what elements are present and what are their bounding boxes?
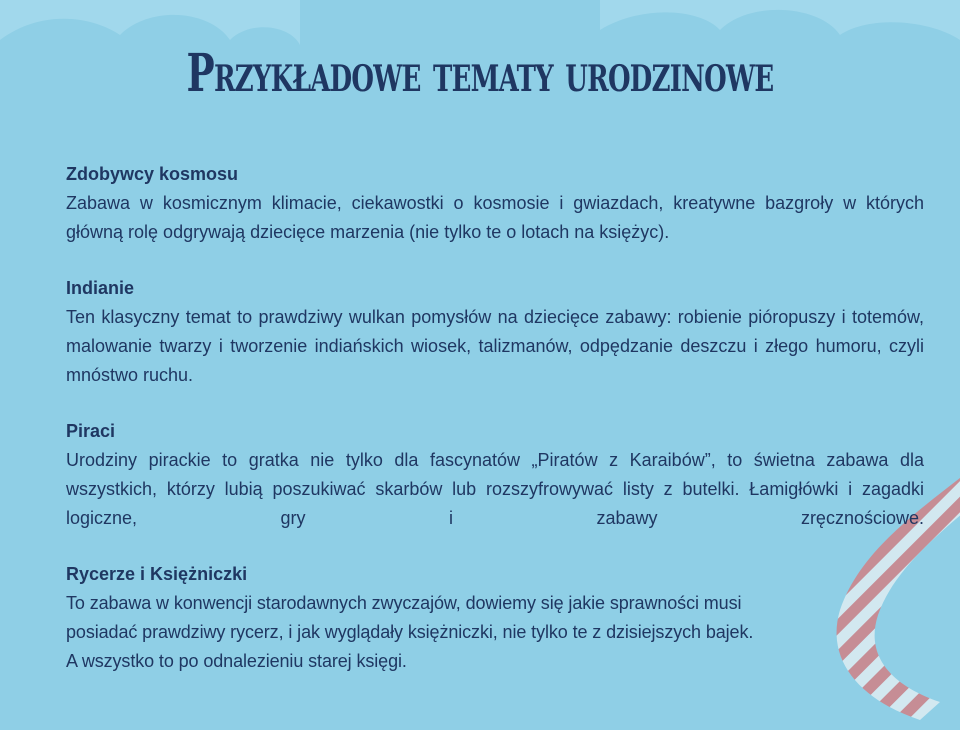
slide-title: Przykładowe tematy urodzinowe [186, 43, 774, 104]
topics-list [66, 160, 924, 703]
topic-description-line: To zabawa w konwencji starodawnych zwyczajów, dowiemy się jakie sprawności musi [66, 593, 742, 613]
topic-description: Ten klasyczny temat to prawdziwy wulkan pomysłów na dziecięce zabawy: robienie pióropuszy i totemów, malowanie twarzy i tworzenie indiańskich wiosek, talizmanów, odpędzanie deszczu i złego humoru, czyli mnóstwo ruchu. [66, 307, 924, 385]
topic-indians [66, 274, 924, 390]
topic-heading: Piraci [66, 421, 116, 441]
topic-description-line: A wszystko to po odnalezieniu starej księgi. [66, 651, 407, 671]
topic-description: Zabawa w kosmicznym klimacie, ciekawostki o kosmosie i gwiazdach, kreatywne bazgroły w których główną rolę odgrywają dziecięce marzenia (nie tylko te o lotach na księżyc). [66, 193, 924, 242]
topic-heading: Indianie [66, 278, 135, 298]
topic-heading: Zdobywcy kosmosu [66, 164, 239, 184]
topic-space [66, 160, 924, 247]
topic-heading: Rycerze i Księżniczki [66, 564, 248, 584]
topic-description: Urodziny pirackie to gratka nie tylko dla fascynatów „Piratów z Karaibów”, to świetna zabawa dla wszystkich, którzy lubią poszukiwać skarbów lub rozszyfrowywać listy z butelki. Łamigłówki i zagadki logiczne, gry i zabawy zręcznościowe. [66, 450, 924, 528]
topic-description-line: posiadać prawdziwy rycerz, i jak wyglądały księżniczki, nie tylko te z dzisiejszych bajek. [66, 622, 754, 642]
topic-pirates [66, 417, 924, 533]
topic-knights [66, 560, 924, 676]
